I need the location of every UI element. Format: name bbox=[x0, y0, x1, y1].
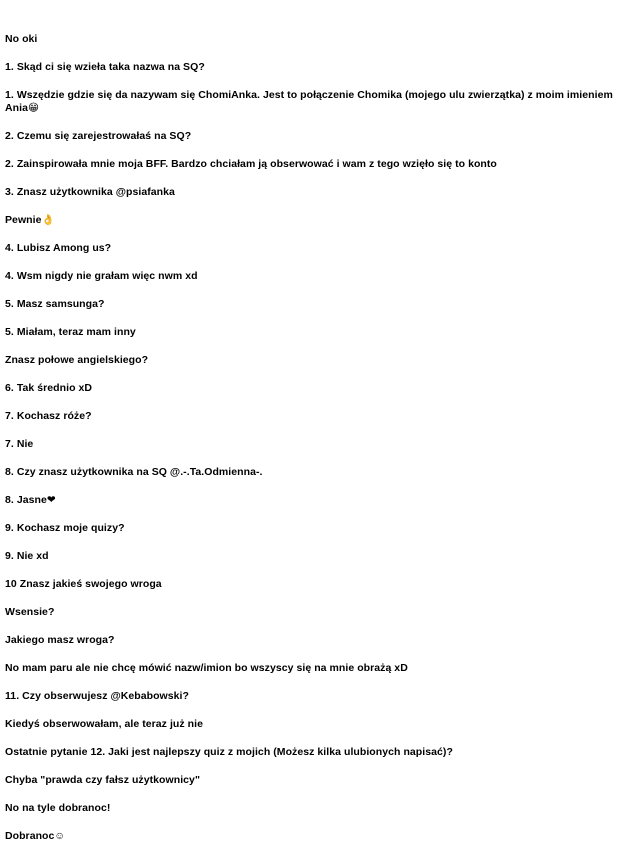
question-9: 9. Kochasz moje quizy? bbox=[5, 522, 125, 534]
answer-9: 9. Nie xd bbox=[5, 550, 49, 562]
answer-12: Chyba "prawda czy fałsz użytkownicy" bbox=[5, 774, 200, 786]
reply-10b: Jakiego masz wroga? bbox=[5, 634, 115, 646]
question-2: 2. Czemu się zarejestrowałaś na SQ? bbox=[5, 130, 192, 142]
answer-11: Kiedyś obserwowałam, ale teraz już nie bbox=[5, 718, 203, 730]
question-7: 7. Kochasz róże? bbox=[5, 410, 92, 422]
answer-3: Pewnie👌 bbox=[5, 214, 55, 226]
answer-8: 8. Jasne❤ bbox=[5, 494, 56, 506]
answer-1: 1. Wszędzie gdzie się da nazywam się ChomiAnka. Jest to połączenie Chomika (mojego ulu zwierzątka) z moim imieniem Ania😁 bbox=[5, 89, 613, 114]
question-5: 5. Masz samsunga? bbox=[5, 298, 105, 310]
question-4: 4. Lubisz Among us? bbox=[5, 242, 112, 254]
answer-5: 5. Miałam, teraz mam inny bbox=[5, 326, 136, 338]
closing-reply: Dobranoc☺ bbox=[5, 830, 66, 842]
answer-10: No mam paru ale nie chcę mówić nazw/imion bo wszyscy się na mnie obrażą xD bbox=[5, 662, 408, 674]
text-line-intro: No oki bbox=[5, 33, 38, 45]
closing-line: No na tyle dobranoc! bbox=[5, 802, 111, 814]
question-10: 10 Znasz jakieś swojego wroga bbox=[5, 578, 162, 590]
answer-2: 2. Zainspirowała mnie moja BFF. Bardzo chciałam ją obserwować i wam z tego wzięło się to konto bbox=[5, 158, 497, 170]
answer-6: 6. Tak średnio xD bbox=[5, 382, 93, 394]
answer-4: 4. Wsm nigdy nie grałam więc nwm xd bbox=[5, 270, 198, 282]
question-11: 11. Czy obserwujesz @Kebabowski? bbox=[5, 690, 189, 702]
answer-7: 7. Nie bbox=[5, 438, 34, 450]
question-8: 8. Czy znasz użytkownika na SQ @.-.Ta.Odmienna-. bbox=[5, 466, 263, 478]
question-1: 1. Skąd ci się wzieła taka nazwa na SQ? bbox=[5, 61, 205, 73]
question-12: Ostatnie pytanie 12. Jaki jest najlepszy quiz z mojich (Możesz kilka ulubionych napisać)? bbox=[5, 746, 453, 758]
question-6: Znasz połowe angielskiego? bbox=[5, 354, 149, 366]
document-body bbox=[5, 33, 635, 843]
question-3: 3. Znasz użytkownika @psiafanka bbox=[5, 186, 175, 198]
reply-10a: Wsensie? bbox=[5, 606, 55, 618]
